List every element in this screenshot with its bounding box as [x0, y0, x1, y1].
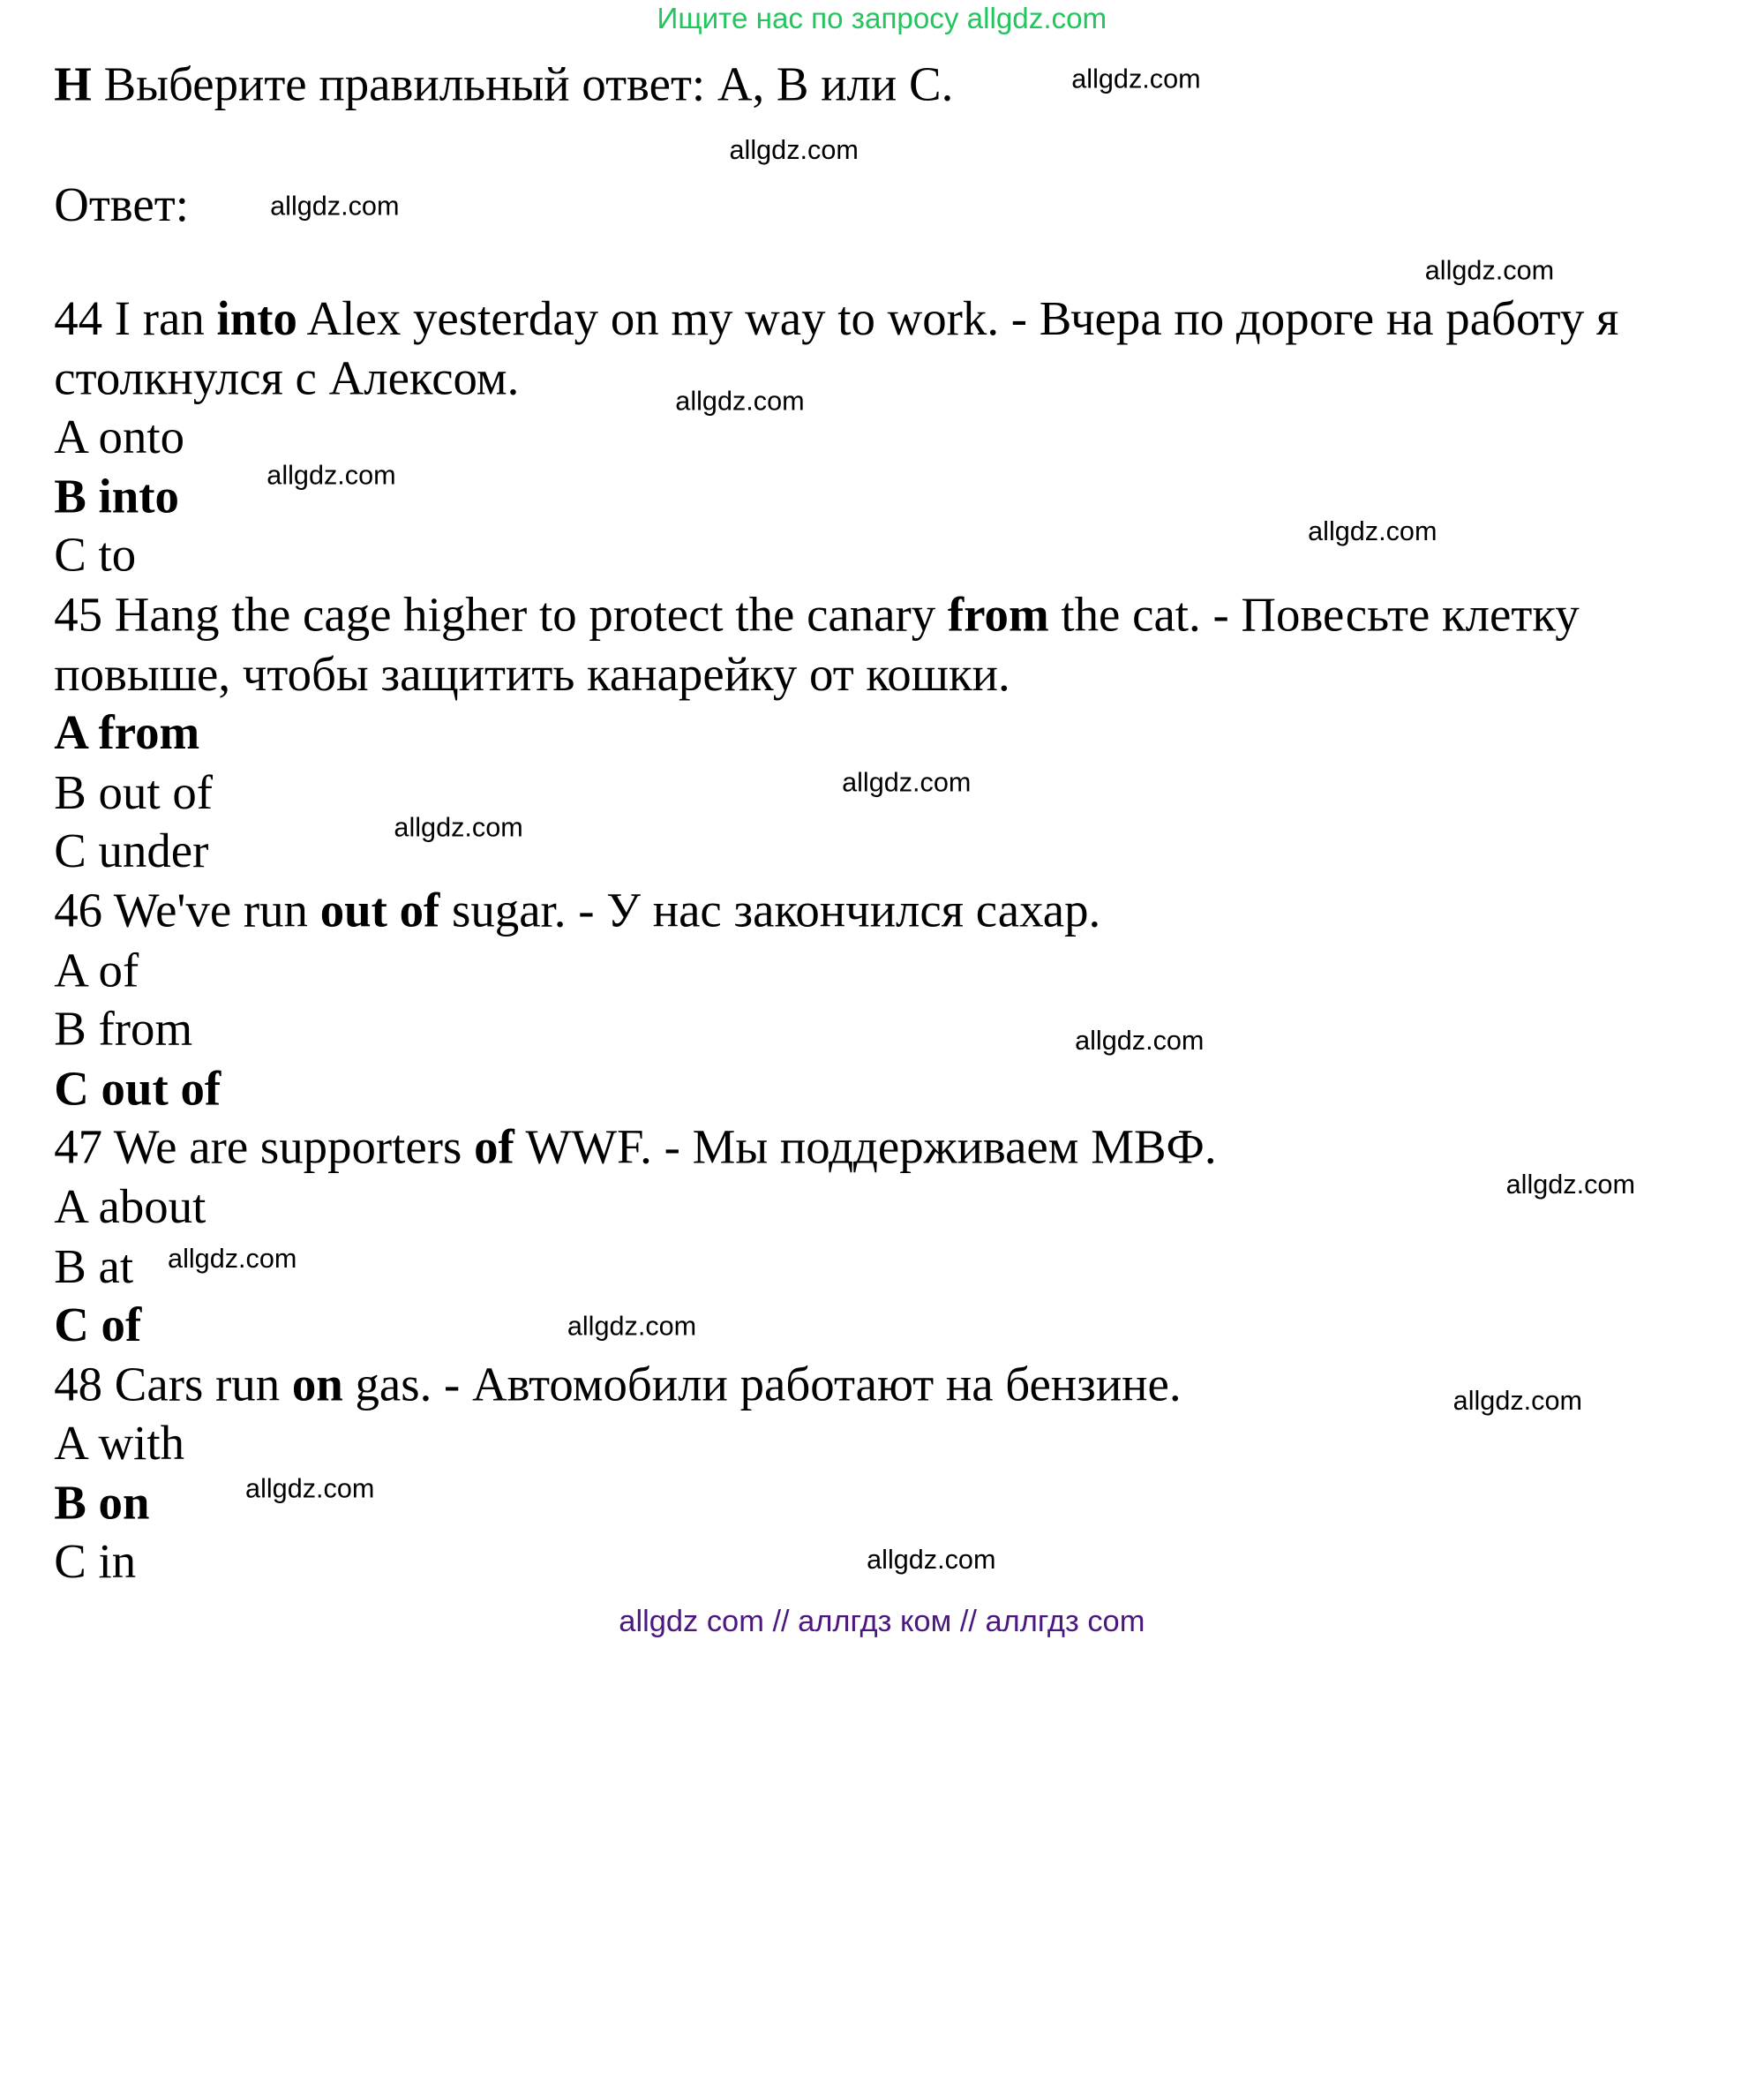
- question-number: 48: [54, 1358, 103, 1412]
- watermark: allgdz.com: [1308, 516, 1437, 547]
- watermark: allgdz.com: [1071, 64, 1201, 95]
- search-banner: Ищите нас по запросу allgdz.com: [657, 1, 1107, 35]
- option-46-c-correct: C out of: [54, 1062, 221, 1116]
- question-key: from: [947, 589, 1049, 642]
- option-46-b: B from: [54, 1003, 193, 1057]
- watermark: allgdz.com: [1075, 1025, 1205, 1057]
- option-47-a: A about: [54, 1180, 206, 1234]
- footer-watermark: allgdz com // аллгдз ком // аллгдз com: [619, 1604, 1145, 1638]
- question-46: [54, 883, 1720, 942]
- question-text: We are supporters: [102, 1121, 475, 1175]
- question-45: [54, 586, 1720, 704]
- question-text: We've run: [102, 884, 320, 938]
- option-45-c: C under: [54, 825, 209, 879]
- option-48-c: C in: [54, 1536, 137, 1590]
- option-45-a-correct: A from: [54, 707, 200, 761]
- option-48-a: A with: [54, 1418, 185, 1471]
- watermark: allgdz.com: [245, 1473, 375, 1505]
- question-text: Cars run: [102, 1358, 292, 1412]
- task-instruction: Выберите правильный ответ: A, B или C.: [91, 58, 954, 112]
- watermark: allgdz.com: [270, 191, 400, 222]
- option-48-b-correct: B on: [54, 1477, 150, 1531]
- question-number: 44: [54, 292, 103, 346]
- task-letter: H: [54, 58, 92, 112]
- watermark: allgdz.com: [1452, 1386, 1582, 1417]
- watermark: allgdz.com: [729, 135, 859, 166]
- option-47-c-correct: C of: [54, 1299, 142, 1352]
- question-47: [54, 1119, 1720, 1178]
- option-46-a: A of: [54, 944, 139, 997]
- watermark: allgdz.com: [867, 1544, 996, 1576]
- option-44-b-correct: B into: [54, 470, 179, 523]
- watermark: allgdz.com: [675, 386, 805, 417]
- option-44-a: A onto: [54, 410, 185, 464]
- question-key: out of: [319, 884, 440, 938]
- question-number: 47: [54, 1121, 103, 1175]
- question-text: WWF. - Мы поддерживаем МВФ.: [514, 1121, 1217, 1175]
- question-44: [54, 290, 1720, 409]
- question-text: gas. - Автомобили работают на бензине.: [342, 1358, 1182, 1412]
- question-key: of: [474, 1121, 514, 1175]
- watermark: allgdz.com: [842, 767, 972, 799]
- watermark: allgdz.com: [567, 1311, 697, 1343]
- question-text: I ran: [102, 292, 217, 346]
- watermark: allgdz.com: [266, 460, 396, 492]
- question-number: 45: [54, 589, 103, 642]
- watermark: allgdz.com: [394, 812, 523, 844]
- question-number: 46: [54, 884, 103, 938]
- option-47-b: B at: [54, 1239, 134, 1293]
- watermark: allgdz.com: [168, 1244, 297, 1275]
- task-heading: [54, 56, 953, 115]
- option-44-c: C to: [54, 529, 137, 583]
- question-text: the cat. - Повесьте клетку повыше, чтобы защитить канарейку от кошки.: [54, 589, 1580, 702]
- watermark: allgdz.com: [1505, 1170, 1635, 1200]
- question-key: on: [291, 1358, 343, 1412]
- question-text: Hang the cage higher to protect the canary: [102, 589, 948, 642]
- question-text: Alex yesterday on my way to work. - Вчера по дороге на работу я столкнулся с Алексом.: [54, 292, 1619, 405]
- question-key: into: [216, 292, 297, 346]
- option-45-b: B out of: [54, 766, 214, 820]
- question-text: sugar. - У нас закончился сахар.: [439, 884, 1101, 938]
- watermark: allgdz.com: [1424, 255, 1555, 286]
- answer-label: Ответ:: [54, 178, 189, 232]
